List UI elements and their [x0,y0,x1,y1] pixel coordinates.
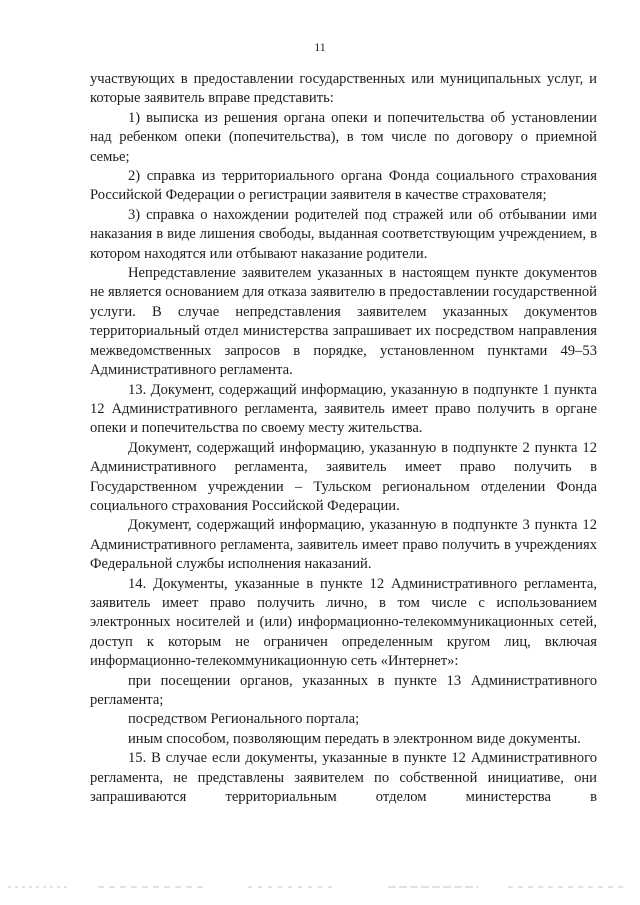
scan-edge-artifact [8,884,632,890]
list-item-1: 1) выписка из решения органа опеки и попечительства об установлении над ребенком опеки (попечительства), в том числе по договору о приемной семье; [90,109,597,165]
paragraph-14-option-visit: при посещении органов, указанных в пункте 13 Административного регламента; [90,672,597,708]
paragraph-14-option-portal: посредством Регионального портала; [128,711,360,728]
paragraph-14-option-other: иным способом, позволяющим передать в электронном виде документы. [128,730,581,747]
paragraph-13: 13. Документ, содержащий информацию, указанную в подпункте 1 пункта 12 Административного регламента, заявитель имеет право получить в органе опеки и попечительства по своему месту жительства. [90,381,597,437]
list-item-2: 2) справка из территориального органа Фонда социального страхования Российской Федерации о регистрации заявителя в качестве страхователя; [90,168,597,204]
paragraph-13-subitem-2: Документ, содержащий информацию, указанную в подпункте 2 пункта 12 Административного регламента, заявитель имеет право получить в Государственном учреждении – Тульском региональном отделении Фонда социального страхования Российской Федерации. [90,439,597,514]
paragraph-intro-continuation: участвующих в предоставлении государственных или муниципальных услуг, и которые заявитель вправе представить: [90,71,597,107]
document-body [90,70,597,807]
page-number: 11 [314,40,326,54]
paragraph-15: 15. В случае если документы, указанные в пункте 12 Административного регламента, не представлены заявителем по собственной инициативе, они запрашиваются территориальным отделом министерства в [90,750,597,806]
paragraph-14: 14. Документы, указанные в пункте 12 Административного регламента, заявитель имеет право получить лично, в том числе с использованием электронных носителей и (или) информационно-телекоммуникационных сетей, доступ к которым не ограничен определенным кругом лиц, включая информационно-телекоммуникационную сеть «Интернет»: [90,575,597,670]
paragraph-non-submission: Непредставление заявителем указанных в настоящем пункте документов не является основанием для отказа заявителю в предоставлении государственной услуги. В случае непредставления заявителем указанных документов территориальный отдел министерства запрашивает их посредством направления межведомственных запросов в порядке, установленном пунктами 49–53 Административного регламента. [90,265,597,379]
paragraph-13-subitem-3: Документ, содержащий информацию, указанную в подпункте 3 пункта 12 Административного регламента, заявитель имеет право получить в учреждениях Федеральной службы исполнения наказаний. [90,517,597,573]
list-item-3: 3) справка о нахождении родителей под стражей или об отбывании ими наказания в виде лишения свободы, выданная соответствующим учреждением, в котором находятся или отбывают наказание родители. [90,206,597,262]
